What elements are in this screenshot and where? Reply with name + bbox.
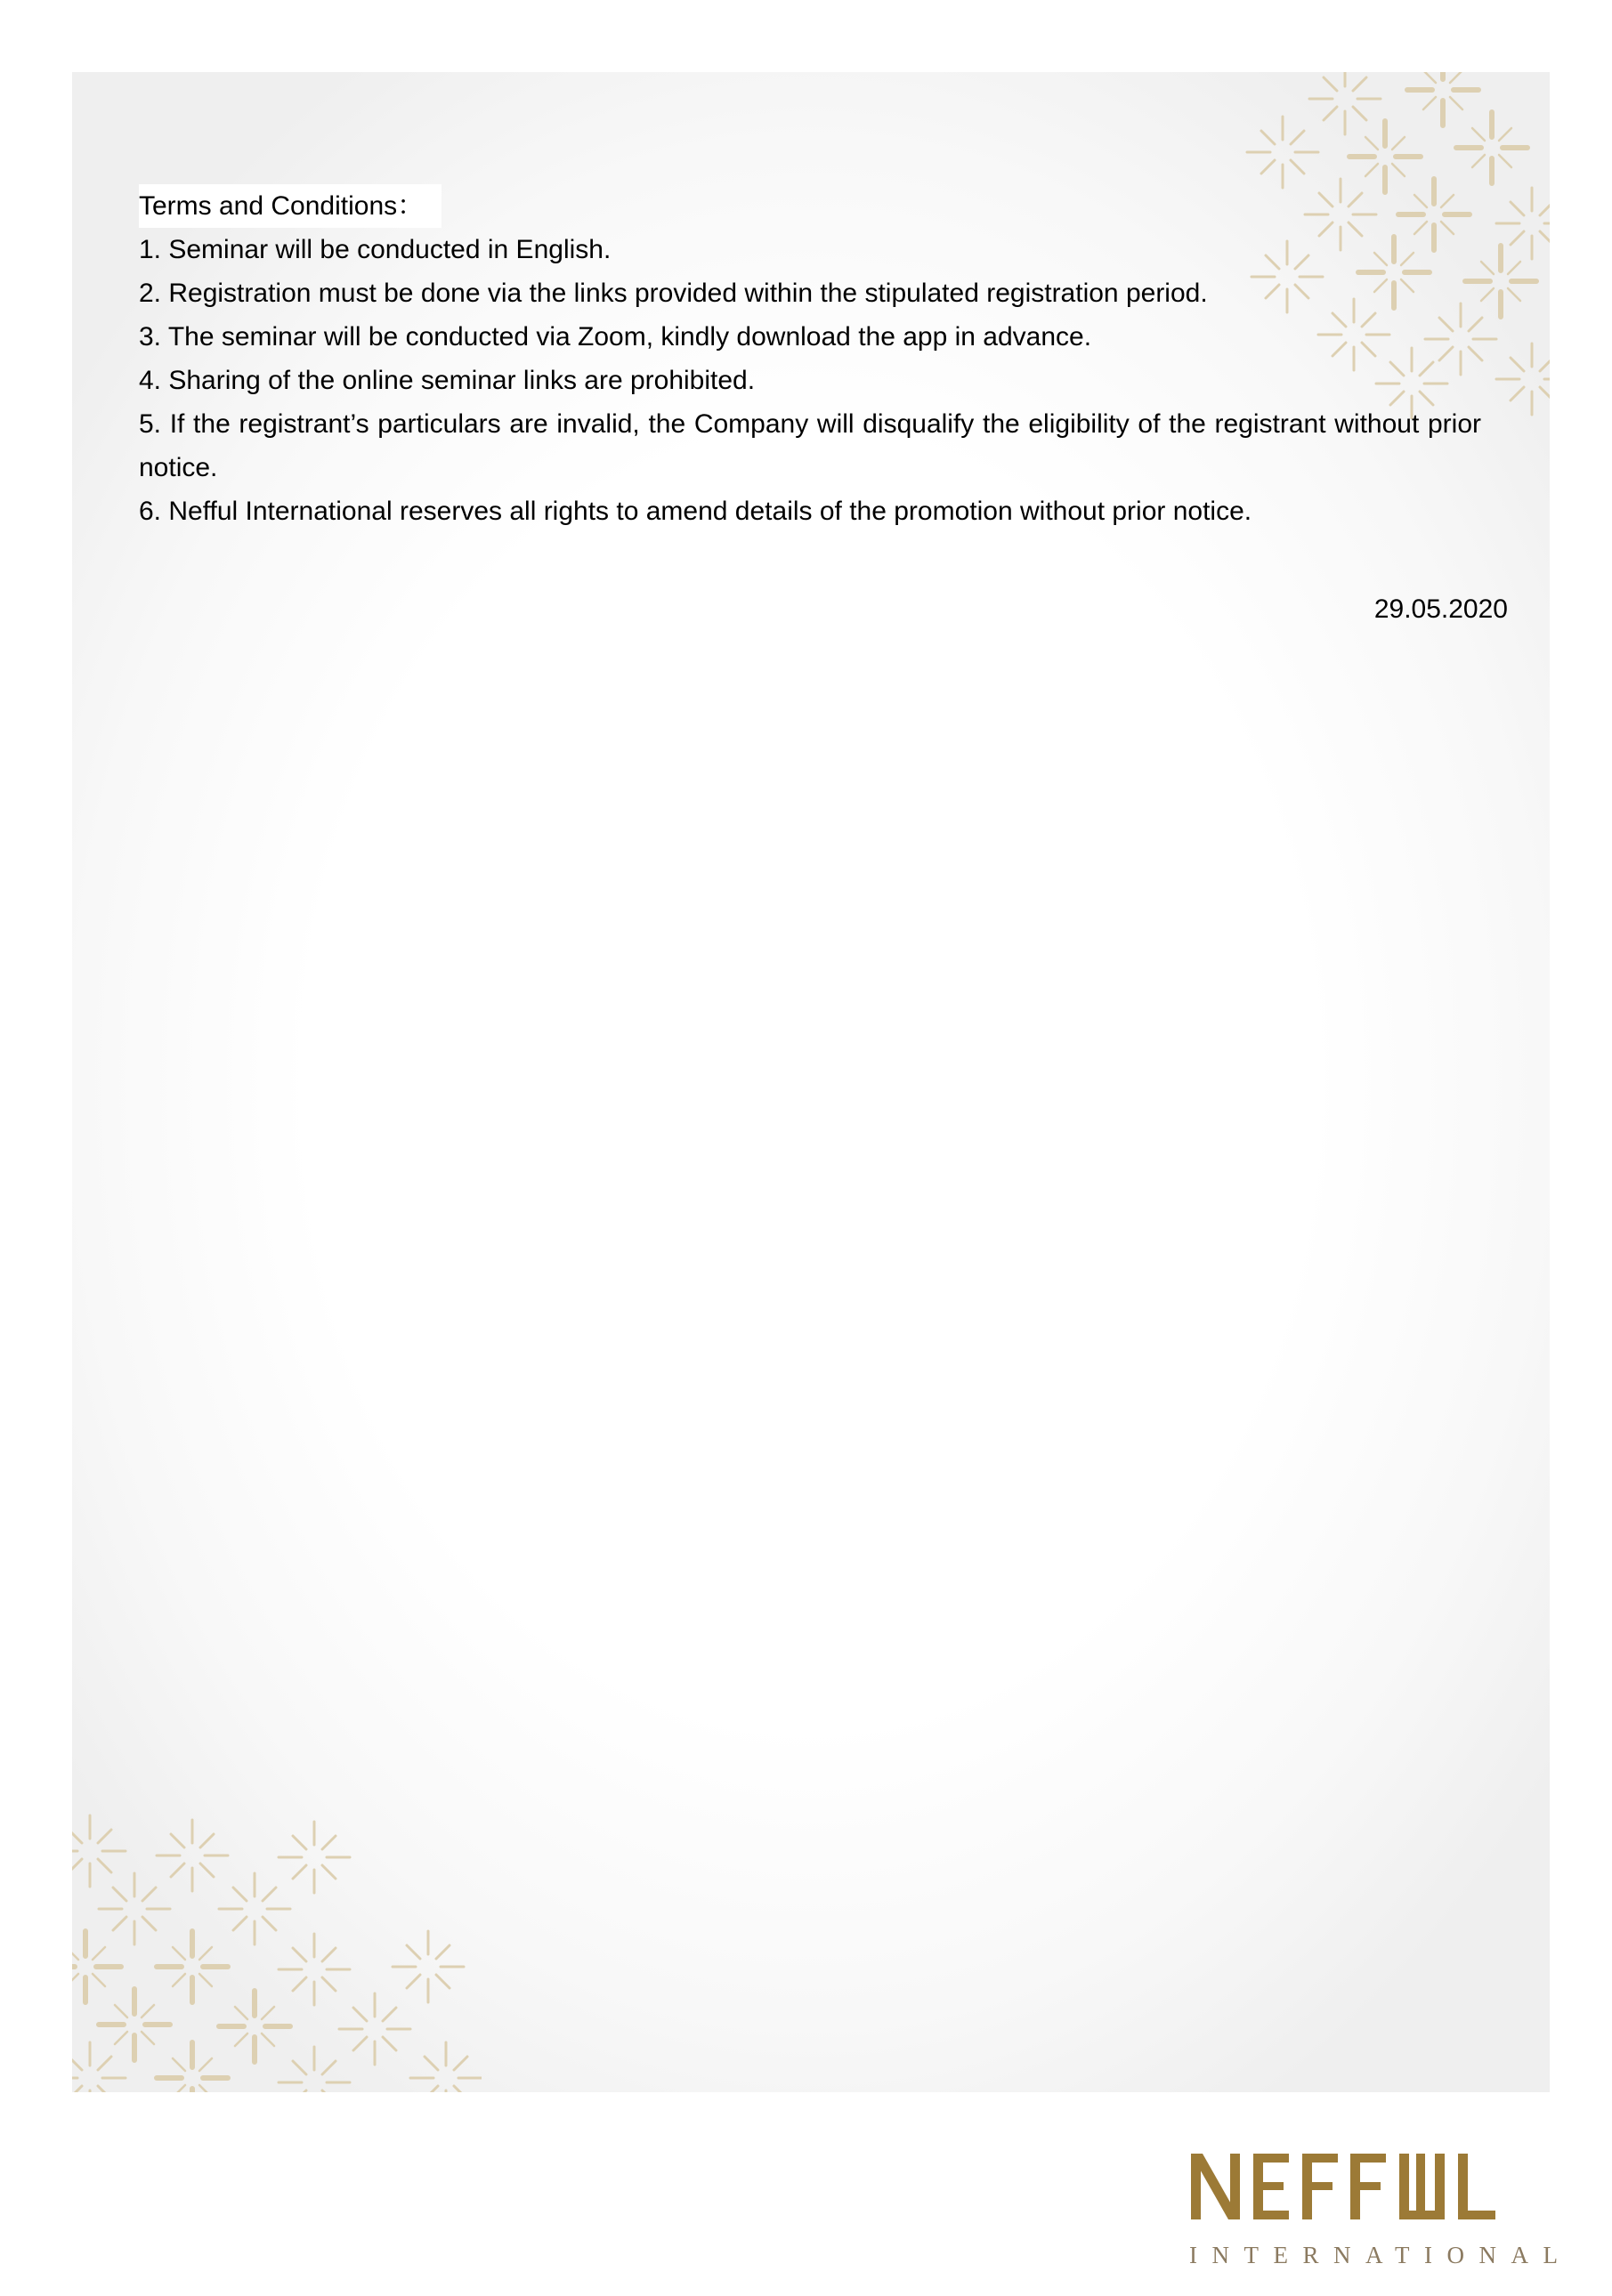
terms-title: Terms and Conditions (139, 191, 398, 221)
terms-title-colon: ： (397, 191, 425, 221)
nefful-logo (1189, 2136, 1573, 2296)
terms-item-3: 3. The seminar will be conducted via Zoom, kindly download the app in advance. (139, 322, 1092, 352)
terms-heading (139, 184, 441, 228)
terms-item-1: 1. Seminar will be conducted in English. (139, 235, 612, 264)
terms-item-2: 2. Registration must be done via the links provided within the stipulated registration period. (139, 279, 1208, 308)
sparkle-pattern-bottom-left-icon (72, 1811, 482, 2092)
logo-subtitle: INTERNATIONAL (1189, 2242, 1573, 2268)
nefful-wordmark-icon (1189, 2136, 1545, 2225)
terms-item-4: 4. Sharing of the online seminar links are prohibited. (139, 366, 756, 395)
terms-item-5: 5. If the registrant’s particulars are invalid, the Company will disqualify the eligibility of the registrant without prior notice. (139, 409, 1481, 482)
terms-and-conditions (139, 184, 1481, 533)
terms-item-6: 6. Nefful International reserves all rights to amend details of the promotion without prior notice. (139, 497, 1252, 526)
document-date: 29.05.2020 (1373, 594, 1508, 624)
